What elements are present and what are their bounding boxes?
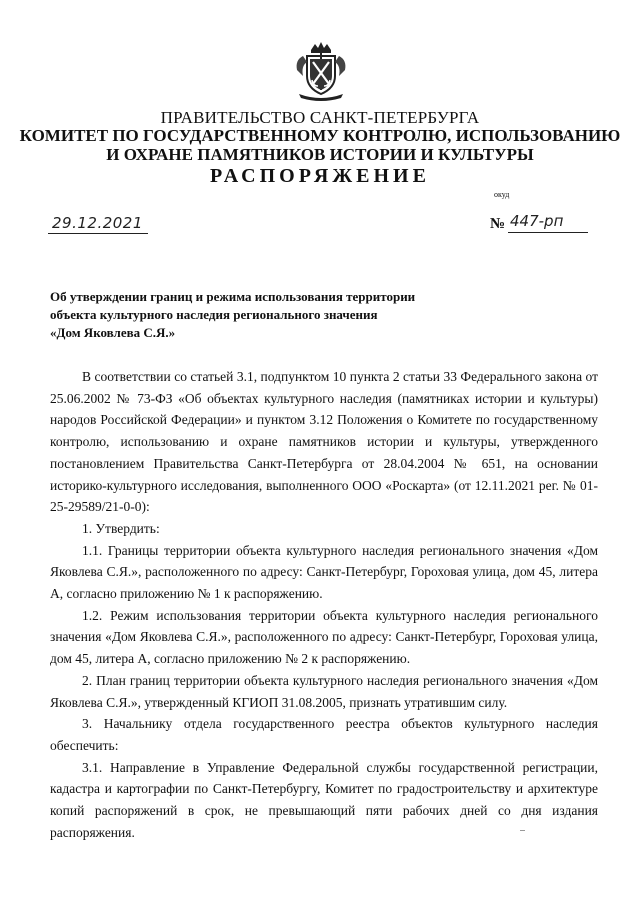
committee-title [0,126,640,164]
committee-title-line2: И ОХРАНЕ ПАМЯТНИКОВ ИСТОРИИ И КУЛЬТУРЫ [106,145,534,164]
paragraph-2: 2. План границ территории объекта культурного наследия регионального значения «Дом Яковлева С.Я.», утвержденный КГИОП 31.08.2005, признать утратившим силу. [50,672,598,710]
paragraph-3: 3. Начальнику отдела государственного реестра объектов культурного наследия обеспечить: [50,716,598,753]
document-number [490,212,590,236]
subject-line3: «Дом Яковлева С.Я.» [50,325,176,340]
document-type: РАСПОРЯЖЕНИЕ [210,165,430,187]
number-underline [508,232,588,233]
document-date [48,214,148,238]
okud-label: окуд [494,190,510,199]
date-underline [48,233,148,234]
subject-line1: Об утверждении границ и режима использования территории [50,289,416,304]
paragraph-1: 1. Утвердить: [82,520,160,536]
page-mark [520,830,525,831]
paragraph-1-2: 1.2. Режим использования территории объекта культурного наследия регионального значения «Дом Яковлева С.Я.», расположенного по адресу: Санкт-Петербург, Гороховая улица, дом 45, литера А, согласно приложению № 2 к распоряжению. [50,607,598,667]
number-sign: № [490,216,506,232]
preamble-paragraph: В соответствии со статьей 3.1, подпунктом 10 пункта 2 статьи 33 Федерального закона от 25.06.2002 № 73-ФЗ «Об объектах культурного наследия (памятниках истории и культуры) народов Российской Федерации» и пунктом 3.12 Положения о Комитете по государственному контролю, использованию и охране памятников истории и культуры, утвержденного постановлением Правительства Санкт-Петербурга от 28.04.2004 № 651, на основании историко-культурного исследования, выполненного ООО «Роскарта» (от 12.11.2021 рег. № 01-25-29589/21-0-0): [50,369,598,515]
document-subject [50,288,415,342]
subject-line2: объекта культурного наследия регионального значения [50,307,378,322]
government-title: ПРАВИТЕЛЬСТВО САНКТ-ПЕТЕРБУРГА [160,108,480,127]
paragraph-1-1: 1.1. Границы территории объекта культурного наследия регионального значения «Дом Яковлева С.Я.», расположенного по адресу: Санкт-Петербург, Гороховая улица, дом 45, литера А, согласно приложению № 1 к распоряжению. [50,542,598,602]
document-date-value: 29.12.2021 [52,214,143,232]
document-number-value: 447-рп [510,212,564,230]
paragraph-3-1: 3.1. Направление в Управление Федеральной службы государственной регистрации, кадастра и картографии по Санкт-Петербургу, Комитет по градостроительству и архитектуре копий распоряжений в срок, не превышающий пяти рабочих дней со дня издания распоряжения. [50,759,598,840]
document-body [50,366,598,843]
committee-title-line1: КОМИТЕТ ПО ГОСУДАРСТВЕННОМУ КОНТРОЛЮ, ИСПОЛЬЗОВАНИЮ [19,126,621,145]
coat-of-arms-icon [293,40,349,102]
